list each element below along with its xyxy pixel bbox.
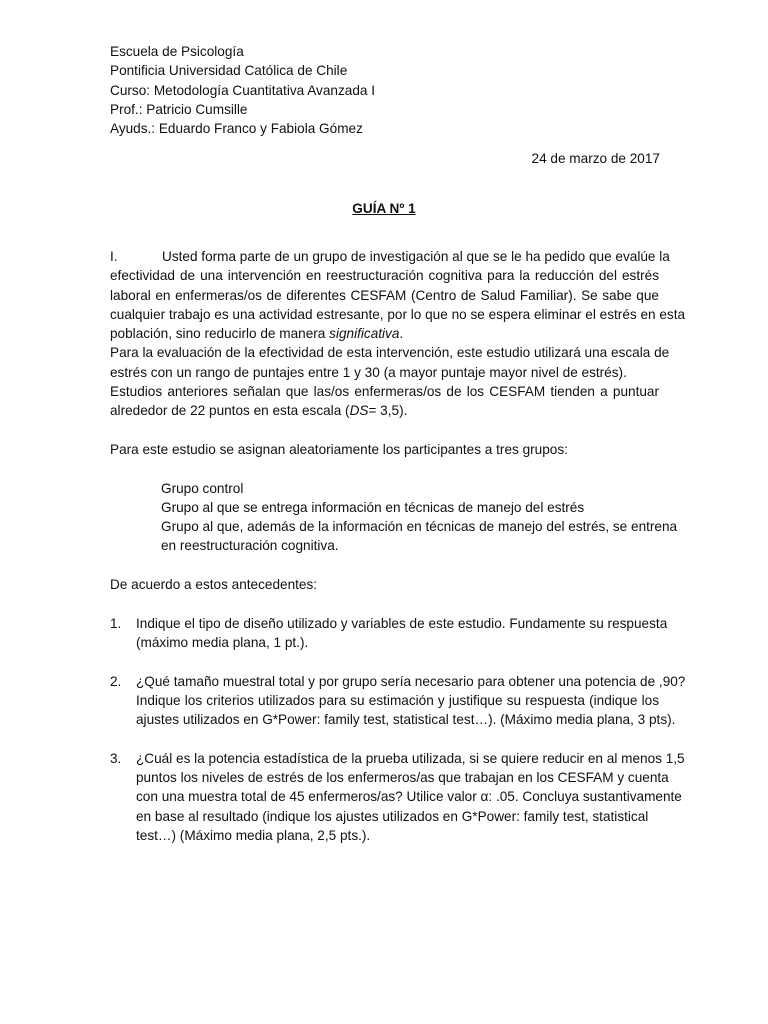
paragraph-line: Para la evaluación de la efectividad de esta intervención, este estudio utilizará una escala de <box>110 345 670 361</box>
document-header <box>110 42 375 138</box>
paragraph-line: cualquier trabajo es una actividad estresante, por lo que no se espera eliminar el estrés en esta <box>110 306 686 322</box>
question-line: ¿Cuál es la potencia estadística de la prueba utilizada, si se quiere reducir en al menos 1,5 <box>136 750 685 766</box>
paragraph-line: población, sino reducirlo de manera significativa. <box>110 326 404 342</box>
paragraph-line: alrededor de 22 puntos en esta escala (DS= 3,5). <box>110 403 408 419</box>
question-1 <box>110 614 668 653</box>
group-item: Grupo al que, además de la información en técnicas de manejo del estrés, se entrena <box>161 519 678 535</box>
question-line: en base al resultado (indique los ajustes utilizados en G*Power: family test, statistical <box>136 808 649 824</box>
header-university: Pontificia Universidad Católica de Chile <box>110 63 348 79</box>
header-course: Curso: Metodología Cuantitativa Avanzada I <box>110 82 375 98</box>
paragraph-line: efectividad de una intervención en reestructuración cognitiva para la reducción del estrés <box>110 268 659 284</box>
question-line: ¿Qué tamaño muestral total y por grupo sería necesario para obtener una potencia de ,90? <box>136 673 686 689</box>
paragraph-line: I. Usted forma parte de un grupo de investigación al que se le ha pedido que evalúe la <box>110 247 659 266</box>
paragraph-line: laboral en enfermeras/os de diferentes CESFAM (Centro de Salud Familiar). Se sabe que <box>110 287 659 303</box>
question-3 <box>110 749 685 845</box>
question-number: 2. <box>110 673 122 689</box>
paragraph-line: Para este estudio se asignan aleatoriamente los participantes a tres grupos: <box>110 441 568 457</box>
document-title: GUÍA Nº 1 <box>352 201 416 216</box>
emphasis-text: DS <box>349 403 369 419</box>
document-body <box>110 247 686 845</box>
question-line: ajustes utilizados en G*Power: family test, statistical test…). (Máximo media plana, 3 pts). <box>136 712 676 728</box>
group-list <box>161 479 678 556</box>
paragraph-line: estrés con un rango de puntajes entre 1 y 30 (a mayor puntaje mayor nivel de estrés). <box>110 364 627 380</box>
question-line: (máximo media plana, 1 pt.). <box>136 634 309 650</box>
question-line: con una muestra total de 45 enfermeros/as? Utilice valor α: .05. Concluya sustantivamente <box>136 789 682 805</box>
question-line: puntos los niveles de estrés de los enfermeros/as que trabajan en los CESFAM y cuenta <box>136 770 669 786</box>
header-assistants: Ayuds.: Eduardo Franco y Fabiola Gómez <box>110 121 363 137</box>
question-number: 1. <box>110 615 122 631</box>
question-line: Indique el tipo de diseño utilizado y variables de este estudio. Fundamente su respuesta <box>136 615 668 631</box>
paragraph-line: De acuerdo a estos antecedentes: <box>110 577 318 593</box>
question-2 <box>110 672 686 730</box>
question-line: Indique los criterios utilizados para su estimación y justifique su respuesta (indique los <box>136 692 659 708</box>
question-number: 3. <box>110 750 122 766</box>
group-item: en reestructuración cognitiva. <box>161 538 339 554</box>
section-numeral: I. <box>110 249 118 264</box>
emphasis-text: significativa <box>329 326 400 342</box>
document-date: 24 de marzo de 2017 <box>531 151 660 166</box>
header-school: Escuela de Psicología <box>110 44 244 59</box>
group-item: Grupo control <box>161 480 244 496</box>
paragraph-line: Estudios anteriores señalan que las/os enfermeras/os de los CESFAM tienden a puntuar <box>110 384 659 400</box>
question-line: test…) (Máximo media plana, 2,5 pts.). <box>136 827 371 843</box>
header-professor: Prof.: Patricio Cumsille <box>110 101 248 117</box>
group-item: Grupo al que se entrega información en técnicas de manejo del estrés <box>161 499 585 515</box>
